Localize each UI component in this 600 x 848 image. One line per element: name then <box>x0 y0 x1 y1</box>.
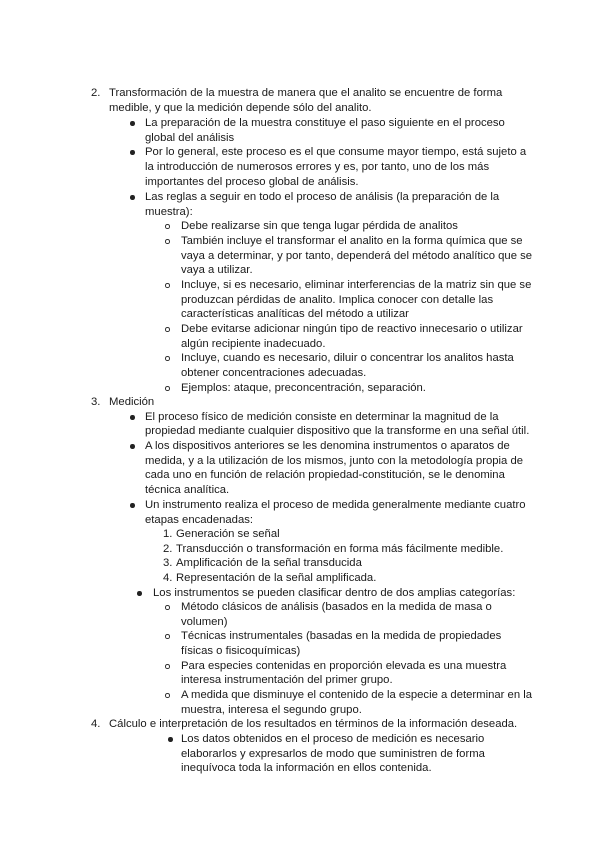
bullet-text: medida, y a la utilización de los mismos, junto con la metodología propia de <box>145 455 524 467</box>
sub-bullet-text: obtener concentraciones adecuadas. <box>181 367 367 379</box>
item-text: Cálculo e interpretación de los resultados en términos de la información deseada. <box>109 718 518 730</box>
bullet-text: muestra): <box>145 206 193 218</box>
sub-bullet-text: Para especies contenidas en proporción elevada es una muestra <box>181 660 507 672</box>
bullet-circle-icon <box>165 283 170 288</box>
step-number: 4. <box>163 572 173 584</box>
bullet-text: El proceso físico de medición consiste en determinar la magnitud de la <box>145 411 499 423</box>
bullet-circle-icon <box>165 664 170 669</box>
bullet-circle-icon <box>165 356 170 361</box>
item-text: Medición <box>109 396 155 408</box>
step-text: Amplificación de la señal transducida <box>176 557 362 569</box>
sub-bullet-text: vaya a determinar, y por tanto, dependerá del método analítico que se <box>181 250 533 262</box>
bullet-dot-icon <box>168 737 173 742</box>
bullet-text: elaborarlos y expresarlos de modo que suministren de forma <box>181 748 485 760</box>
step-number: 2. <box>163 543 173 555</box>
bullet-text: global del análisis <box>145 132 235 144</box>
bullet-circle-icon <box>165 634 170 639</box>
item-number: 2. <box>91 87 101 99</box>
item-text: Transformación de la muestra de manera que el analito se encuentre de forma <box>109 87 503 99</box>
sub-bullet-text: Técnicas instrumentales (basadas en la medida de propiedades <box>181 630 502 642</box>
bullet-text: A los dispositivos anteriores se les denomina instrumentos o aparatos de <box>145 440 510 452</box>
bullet-text: técnica analítica. <box>145 484 230 496</box>
bullet-dot-icon <box>130 195 135 200</box>
bullet-circle-icon <box>165 224 170 229</box>
bullet-text: Los instrumentos se pueden clasificar dentro de dos amplias categorías: <box>153 587 516 599</box>
sub-bullet-text: produzcan pérdidas de analito. Implica conocer con detalle las <box>181 294 494 306</box>
sub-bullet-text: vaya a utilizar. <box>181 264 253 276</box>
bullet-dot-icon <box>130 444 135 449</box>
sub-bullet-text: Debe realizarse sin que tenga lugar pérdida de analitos <box>181 220 458 232</box>
sub-bullet-text: Debe evitarse adicionar ningún tipo de reactivo innecesario o utilizar <box>181 323 523 335</box>
item-text: medible, y que la medición depende sólo del analito. <box>109 102 372 114</box>
bullet-circle-icon <box>165 605 170 610</box>
bullet-text: inequívoca toda la información en ellos contenida. <box>181 762 432 774</box>
bullet-text: Por lo general, este proceso es el que consume mayor tiempo, está sujeto a <box>145 146 527 158</box>
bullet-dot-icon <box>130 121 135 126</box>
bullet-text: La preparación de la muestra constituye el paso siguiente en el proceso <box>145 117 505 129</box>
bullet-text: Las reglas a seguir en todo el proceso de análisis (la preparación de la <box>145 191 500 203</box>
item-number: 3. <box>91 396 101 408</box>
step-text: Generación se señal <box>176 528 280 540</box>
bullet-text: importantes del proceso global de análisis. <box>145 176 359 188</box>
step-text: Representación de la señal amplificada. <box>176 572 377 584</box>
sub-bullet-text: volumen) <box>181 616 228 628</box>
sub-bullet-text: Incluye, cuando es necesario, diluir o concentrar los analitos hasta <box>181 352 514 364</box>
bullet-circle-icon <box>165 386 170 391</box>
step-number: 1. <box>163 528 173 540</box>
bullet-text: cada uno en función de relación propiedad-constitución, se le denomina <box>145 469 505 481</box>
bullet-text: etapas encadenadas: <box>145 514 254 526</box>
bullet-text: Un instrumento realiza el proceso de medida generalmente mediante cuatro <box>145 499 526 511</box>
sub-bullet-text: características analíticas del método a utilizar <box>181 308 409 320</box>
step-text: Transducción o transformación en forma más fácilmente medible. <box>176 543 504 555</box>
bullet-circle-icon <box>165 693 170 698</box>
sub-bullet-text: Incluye, si es necesario, eliminar interferencias de la matriz sin que se <box>181 279 532 291</box>
bullet-dot-icon <box>137 591 142 596</box>
bullet-text: Los datos obtenidos en el proceso de medición es necesario <box>181 733 485 745</box>
bullet-text: la introducción de numerosos errores y es, por tanto, uno de los más <box>145 161 490 173</box>
bullet-dot-icon <box>130 503 135 508</box>
sub-bullet-text: físicas o fisicoquímicas) <box>181 645 301 657</box>
item-number: 4. <box>91 718 101 730</box>
bullet-dot-icon <box>130 415 135 420</box>
sub-bullet-text: Método clásicos de análisis (basados en la medida de masa o <box>181 601 492 613</box>
sub-bullet-text: algún recipiente inadecuado. <box>181 338 326 350</box>
sub-bullet-text: interesa instrumentación del primer grupo. <box>181 674 393 686</box>
bullet-circle-icon <box>165 327 170 332</box>
bullet-dot-icon <box>130 150 135 155</box>
sub-bullet-text: muestra, interesa el segundo grupo. <box>181 704 362 716</box>
step-number: 3. <box>163 557 173 569</box>
bullet-circle-icon <box>165 239 170 244</box>
sub-bullet-text: También incluye el transformar el analito en la forma química que se <box>181 235 523 247</box>
sub-bullet-text: A medida que disminuye el contenido de la especie a determinar en la <box>181 689 533 701</box>
bullet-text: propiedad mediante cualquier dispositivo que la transforme en una señal útil. <box>145 425 530 437</box>
sub-bullet-text: Ejemplos: ataque, preconcentración, separación. <box>181 382 426 394</box>
